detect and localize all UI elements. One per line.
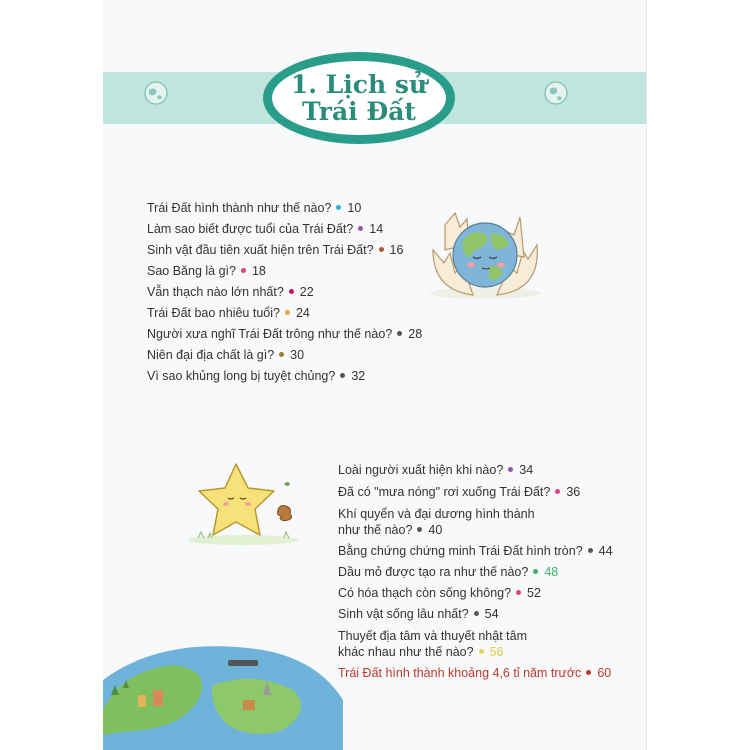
book-page [103,0,647,750]
earth-map-illustration [103,640,343,750]
toc-item[interactable]: Trái Đất bao nhiêu tuổi? 24 [147,306,310,320]
bullet-dot [358,226,363,231]
toc-item[interactable]: Niên đại địa chất là gì? 30 [147,348,305,362]
bullet-dot [397,331,402,336]
bullet-dot [279,352,284,357]
bullet-dot [379,247,384,252]
bullet-dot [588,548,593,553]
chapter-title-line2: Trái Đất [302,97,416,126]
toc-item[interactable]: Bằng chứng chứng minh Trái Đất hình tròn? 44 [338,544,613,558]
globe-icon-left [143,80,169,106]
toc-item[interactable]: Vì sao khủng long bị tuyệt chủng? 32 [147,369,366,383]
toc-item[interactable]: Làm sao biết được tuổi của Trái Đất? 14 [147,222,384,236]
toc-item[interactable]: Vẫn thạch nào lớn nhất? 22 [147,285,314,299]
bullet-dot [586,670,591,675]
bullet-dot [340,373,345,378]
chapter-title-badge [263,52,455,144]
star-illustration [188,458,318,548]
earth-egg-illustration [425,205,545,300]
chapter-title-line1: 1. Lịch sử [290,70,428,99]
bullet-dot [508,467,513,472]
bullet-dot [479,649,484,654]
bullet-dot [285,310,290,315]
toc-item-cont[interactable]: như thế nào? 40 [338,523,443,537]
bullet-dot [336,205,341,210]
toc-item[interactable]: Đã có "mưa nóng" rơi xuống Trái Đất? 36 [338,485,581,499]
toc-item-cont[interactable]: khác nhau như thế nào? 56 [338,645,504,659]
toc-item[interactable]: Dầu mỏ được tạo ra như thế nào? 48 [338,565,559,579]
toc-item-highlight[interactable]: Trái Đất hình thành khoảng 4,6 tỉ năm trước 60 [338,666,612,680]
toc-item[interactable]: Thuyết địa tâm và thuyết nhật tâm [338,629,527,643]
bullet-dot [474,611,479,616]
bullet-dot [516,590,521,595]
toc-item[interactable]: Trái Đất hình thành như thế nào? 10 [147,201,362,215]
bullet-dot [555,489,560,494]
bullet-dot [417,527,422,532]
toc-item[interactable]: Khí quyển và đại dương hình thành [338,507,535,521]
toc-item[interactable]: Loài người xuất hiện khi nào? 34 [338,463,534,477]
bullet-dot [241,268,246,273]
toc-item[interactable]: Sao Băng là gì? 18 [147,264,266,278]
toc-item[interactable]: Người xưa nghĩ Trái Đất trông như thế nào? 28 [147,327,423,341]
bullet-dot [289,289,294,294]
toc-item[interactable]: Sinh vật sống lâu nhất? 54 [338,607,499,621]
toc-item[interactable]: Có hóa thạch còn sống không? 52 [338,586,541,600]
bullet-dot [533,569,538,574]
toc-item[interactable]: Sinh vật đầu tiên xuất hiện trên Trái Đất? 16 [147,243,404,257]
globe-icon-right [543,80,569,106]
